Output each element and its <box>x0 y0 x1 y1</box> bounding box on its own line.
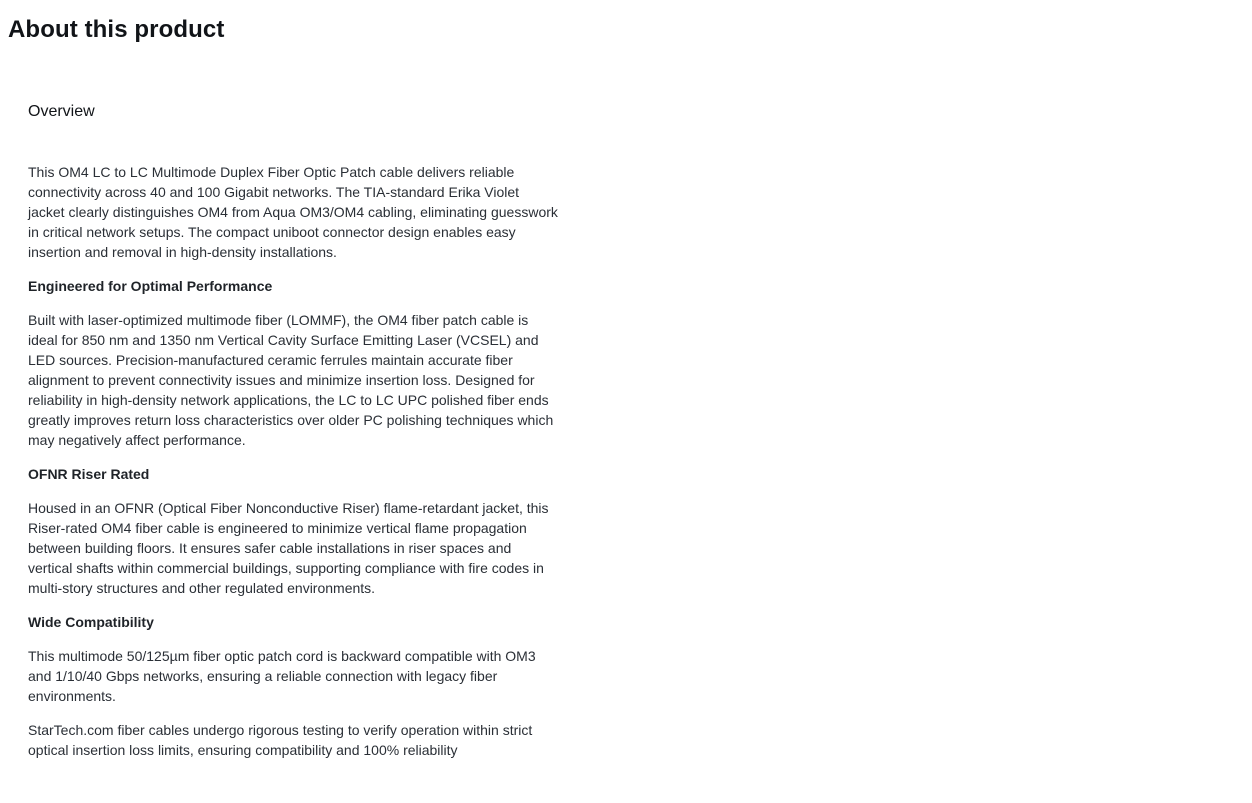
section-body-performance: Built with laser-optimized multimode fiber (LOMMF), the OM4 fiber patch cable is ideal for 850 nm and 1350 nm Vertical Cavity Surface Emitting Laser (VCSEL) and LED sources. Precision-manufactured ceramic ferrules maintain accurate fiber alignment to prevent connectivity issues and minimize insertion loss. Designed for reliability in high-density network applications, the LC to LC UPC polished fiber ends greatly improves return loss characteristics over older PC polishing techniques which may negatively affect performance. <box>28 312 554 448</box>
section-heading-compatibility: Wide Compatibility <box>28 614 154 630</box>
section-body-compatibility: This multimode 50/125µm fiber optic patch cord is backward compatible with OM3 and 1/10/40 Gbps networks, ensuring a reliable connection with legacy fiber environments. <box>28 648 536 704</box>
overview-section <box>28 100 558 774</box>
section-heading-riser: OFNR Riser Rated <box>28 466 150 482</box>
overview-heading: Overview <box>28 103 95 120</box>
page-title: About this product <box>8 16 225 43</box>
section-heading-performance: Engineered for Optimal Performance <box>28 278 273 294</box>
section-body-riser: Housed in an OFNR (Optical Fiber Nonconductive Riser) flame-retardant jacket, this Riser-rated OM4 fiber cable is engineered to minimize vertical flame propagation between building floors. It ensures safer cable installations in riser spaces and vertical shafts within commercial buildings, supporting compliance with fire codes in multi-story structures and other regulated environments. <box>28 500 549 596</box>
overview-content <box>28 162 558 760</box>
closing-paragraph: StarTech.com fiber cables undergo rigorous testing to verify operation within strict optical insertion loss limits, ensuring compatibility and 100% reliability <box>28 722 533 758</box>
intro-paragraph: This OM4 LC to LC Multimode Duplex Fiber Optic Patch cable delivers reliable connectivity across 40 and 100 Gigabit networks. The TIA-standard Erika Violet jacket clearly distinguishes OM4 from Aqua OM3/OM4 cabling, eliminating guesswork in critical network setups. The compact uniboot connector design enables easy insertion and removal in high-density installations. <box>28 164 558 260</box>
